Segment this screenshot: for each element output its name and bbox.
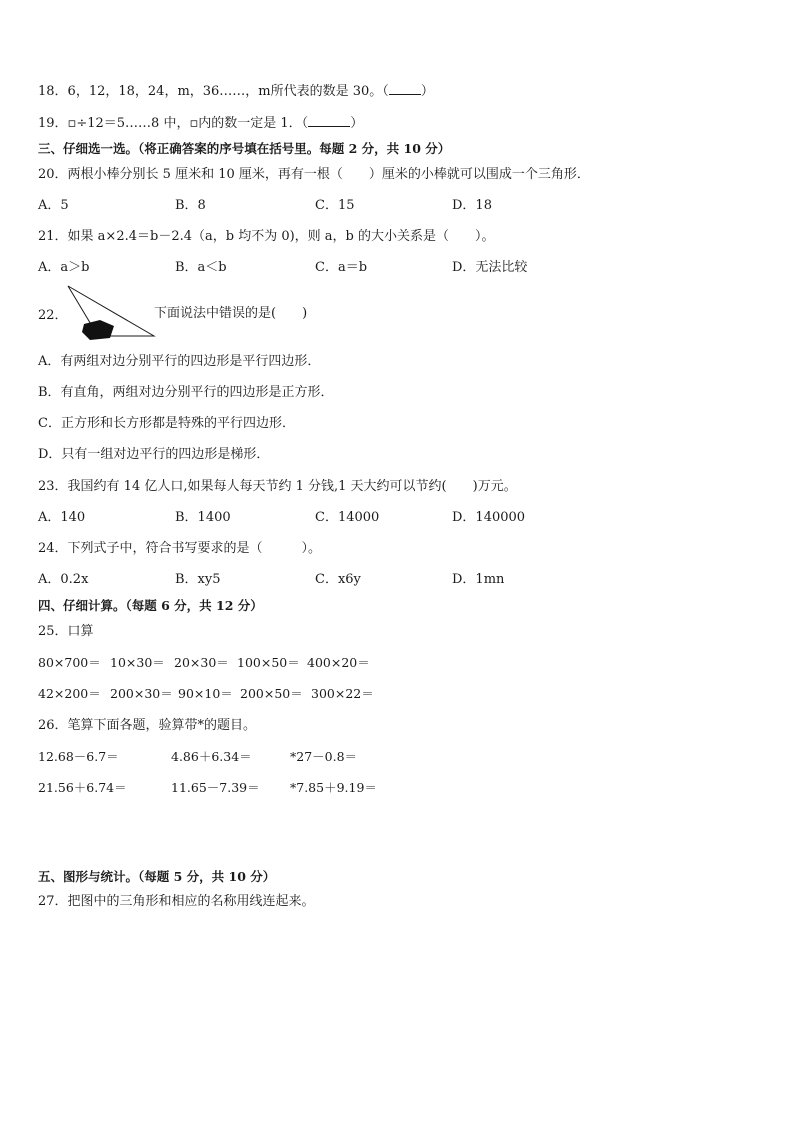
option-c[interactable]: C．a＝b — [315, 260, 368, 275]
question-27-text: 27．把图中的三角形和相应的名称用线连起来。 — [38, 894, 315, 909]
option-d[interactable]: D．1mn — [452, 572, 505, 587]
written-calc-item: 4.86＋6.34＝ — [171, 749, 252, 764]
oral-calc-item: 400×20＝ — [307, 655, 370, 670]
written-calc-item: *27－0.8＝ — [290, 749, 358, 764]
oral-calc-item: 100×50＝ — [237, 655, 300, 670]
oral-calc-item: 80×700＝ — [38, 655, 101, 670]
statement-c[interactable]: C．正方形和长方形都是特殊的平行四边形． — [38, 416, 295, 431]
statement-a[interactable]: A．有两组对边分别平行的四边形是平行四边形． — [38, 354, 321, 369]
oral-calc-item: 200×50＝ — [240, 686, 303, 701]
section-5-title: 五、图形与统计。（每题 5 分，共 10 分） — [38, 869, 276, 884]
section-3-title: 三、仔细选一选。（将正确答案的序号填在括号里。每题 2 分，共 10 分） — [38, 141, 451, 156]
question-25-title: 25．口算 — [38, 624, 94, 639]
oral-calc-item: 200×30＝ — [110, 686, 173, 701]
option-c[interactable]: C．15 — [315, 198, 355, 213]
question-24-text: 24．下列式子中，符合书写要求的是（ ）。 — [38, 541, 322, 556]
bracket-close: ） — [420, 84, 434, 99]
option-b[interactable]: B．a＜b — [175, 260, 227, 275]
oral-calc-item: 90×10＝ — [178, 686, 233, 701]
question-20-text: 20．两根小棒分别长 5 厘米和 10 厘米，再有一根（ ）厘米的小棒就可以围成一个三角形． — [38, 167, 590, 182]
oral-calc-item: 300×22＝ — [311, 686, 374, 701]
bracket-close: ） — [350, 116, 364, 131]
question-19 — [38, 114, 363, 133]
question-22-number: 22． — [38, 308, 68, 323]
oral-calc-item: 10×30＝ — [110, 655, 165, 670]
option-a[interactable]: A．140 — [38, 510, 86, 525]
question-26-title: 26．笔算下面各题，验算带*的题目。 — [38, 718, 257, 733]
option-d[interactable]: D．18 — [452, 198, 492, 213]
option-d[interactable]: D．无法比较 — [452, 260, 528, 275]
question-18 — [38, 82, 434, 101]
oral-calc-item: 20×30＝ — [174, 655, 229, 670]
statement-b[interactable]: B．有直角，两组对边分别平行的四边形是正方形． — [38, 385, 334, 400]
option-c[interactable]: C．x6y — [315, 572, 361, 587]
option-d[interactable]: D．140000 — [452, 510, 526, 525]
option-a[interactable]: A．5 — [38, 198, 69, 213]
answer-blank[interactable] — [389, 82, 421, 95]
question-19-text: 19．▫÷12＝5……8 中，▫内的数一定是 1．（ — [38, 116, 309, 131]
statement-d[interactable]: D．只有一组对边平行的四边形是梯形． — [38, 447, 270, 462]
written-calc-item: 11.65－7.39＝ — [171, 780, 260, 795]
option-a[interactable]: A．a＞b — [38, 260, 90, 275]
option-b[interactable]: B．8 — [175, 198, 206, 213]
question-18-text: 18．6，12，18，24，m，36……，m所代表的数是 30。（ — [38, 84, 389, 99]
answer-blank[interactable] — [308, 114, 350, 127]
question-23-text: 23．我国约有 14 亿人口,如果每人每天节约 1 分钱,1 天大约可以节约( )万元。 — [38, 479, 517, 494]
option-b[interactable]: B．xy5 — [175, 572, 221, 587]
question-21-text: 21．如果 a×2.4＝b－2.4（a，b 均不为 0)，则 a，b 的大小关系是（ ）。 — [38, 229, 495, 244]
written-calc-item: 21.56＋6.74＝ — [38, 780, 127, 795]
section-4-title: 四、仔细计算。（每题 6 分，共 12 分） — [38, 598, 263, 613]
written-calc-item: *7.85＋9.19＝ — [290, 780, 377, 795]
option-c[interactable]: C．14000 — [315, 510, 380, 525]
question-22-text: 下面说法中错误的是( ) — [154, 306, 308, 321]
option-b[interactable]: B．1400 — [175, 510, 231, 525]
oral-calc-item: 42×200＝ — [38, 686, 101, 701]
option-a[interactable]: A．0.2x — [38, 572, 89, 587]
written-calc-item: 12.68－6.7＝ — [38, 749, 119, 764]
triangle-figure — [64, 284, 160, 342]
black-shape — [82, 320, 114, 340]
